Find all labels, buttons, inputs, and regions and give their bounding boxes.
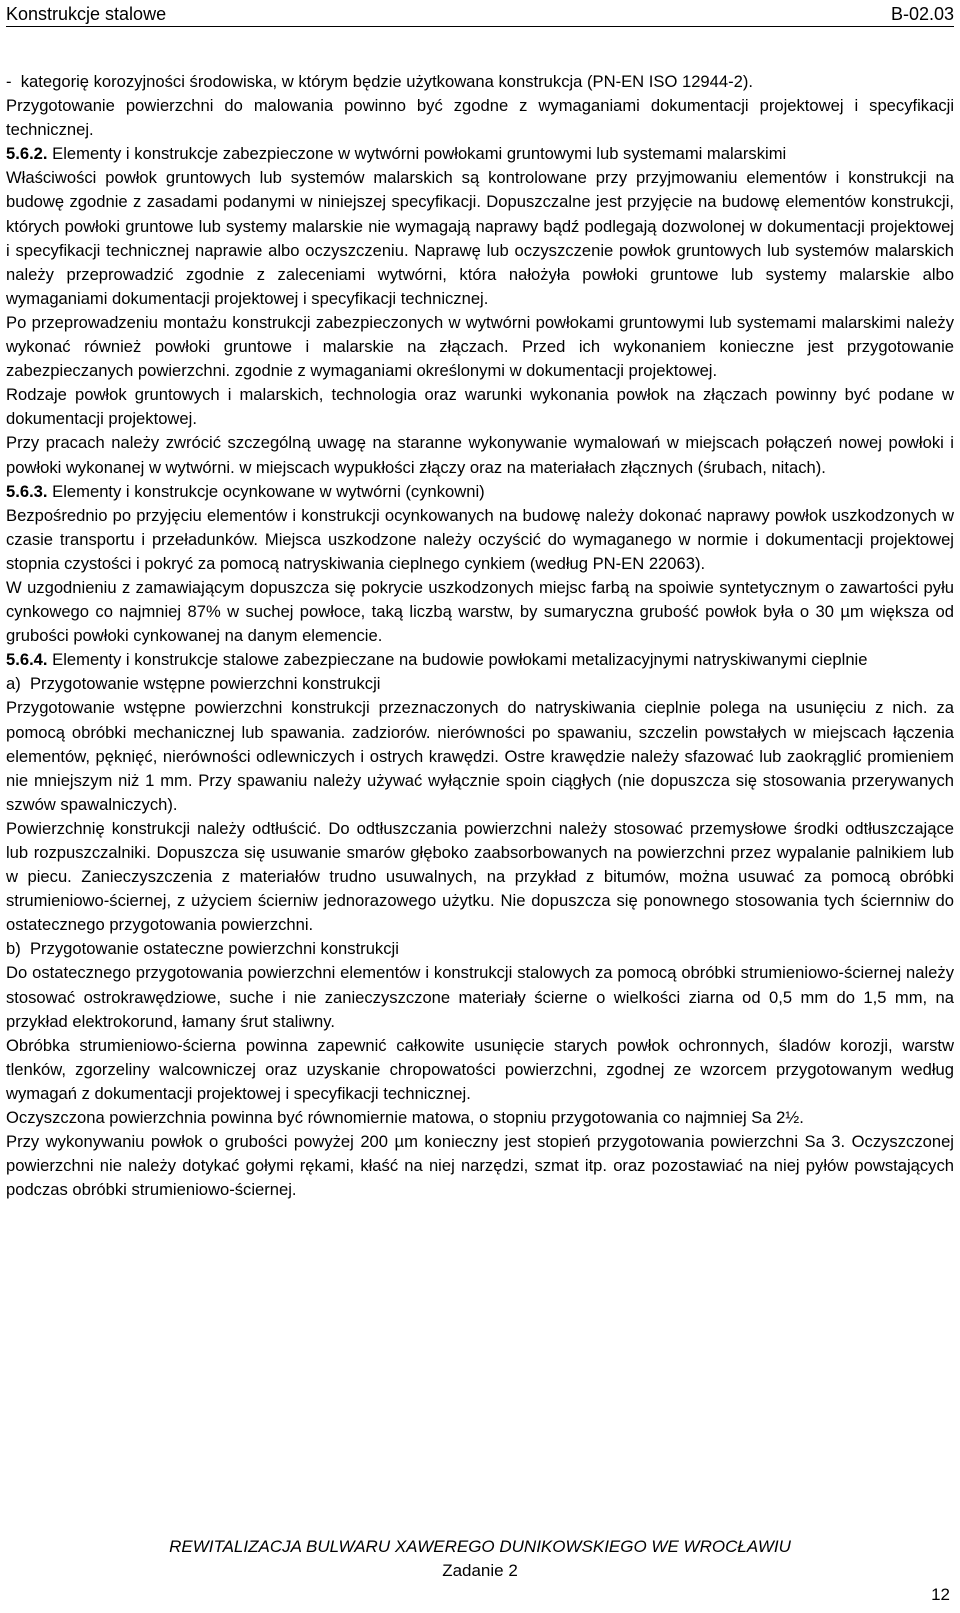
paragraph: Przygotowanie wstępne powierzchni konstrukcji przeznaczonych do natryskiwania cieplnie polega na usunięciu z nich. za pomocą obróbki mechanicznej lub spawania. zadziorów. nierówności po spawaniu, szczelin powstałych w miejscach łączenia elementów, pęknięć, nierówności odlewniczych i ostrych krawędzi. Ostre krawędzie należy sfazować lub zaokrąglić promieniem nie mniejszym niż 1 mm. Przy spawaniu należy używać wyłącznie spoin ciągłych (nie dopuszcza się stosowania przerywanych szwów spawalniczych). bbox=[6, 698, 954, 814]
paragraph: Przygotowanie powierzchni do malowania powinno być zgodne z wymaganiami dokumentacji projektowej i specyfikacji technicznej. bbox=[6, 96, 954, 140]
section-title: Elementy i konstrukcje ocynkowane w wytwórni (cynkowni) bbox=[52, 481, 485, 501]
section-title: Elementy i konstrukcje stalowe zabezpieczane na budowie powłokami metalizacyjnymi natryskiwanymi cieplnie bbox=[52, 650, 868, 670]
page-number: 12 bbox=[931, 1585, 950, 1604]
paragraph: Oczyszczona powierzchnia powinna być równomiernie matowa, o stopniu przygotowania co najmniej Sa 2½. bbox=[6, 1108, 804, 1128]
paragraph: Rodzaje powłok gruntowych i malarskich, technologia oraz warunki wykonania powłok na złączach powinny być podane w dokumentacji projektowej. bbox=[6, 385, 954, 429]
section-number: 5.6.2. bbox=[6, 144, 48, 164]
section-number: 5.6.4. bbox=[6, 650, 48, 670]
subheading-b: b) Przygotowanie ostateczne powierzchni konstrukcji bbox=[6, 939, 399, 959]
section-heading-563 bbox=[6, 480, 954, 504]
page-header bbox=[6, 2, 954, 27]
paragraph: W uzgodnieniu z zamawiającym dopuszcza się pokrycie uszkodzonych miejsc farbą na spoiwie syntetycznym o zawartości pyłu cynkowego co najmniej 87% w suchej powłoce, taką liczbą warstw, by sumaryczna grubość powłok była o 30 µm większa od grubości powłoki cynkowanej na danym elemencie. bbox=[6, 577, 954, 646]
paragraph: Przy pracach należy zwrócić szczególną uwagę na staranne wykonywanie wymalowań w miejscach połączeń nowej powłoki i powłoki wykonanej w wytwórni. w miejscach wypukłości złączy oraz na materiałach złącznych (śrubach, nitach). bbox=[6, 433, 954, 477]
section-number: 5.6.3. bbox=[6, 481, 48, 501]
section-heading-562 bbox=[6, 142, 954, 166]
paragraph: Do ostatecznego przygotowania powierzchni elementów i konstrukcji stalowych za pomocą obróbki strumieniowo-ściernej należy stosować ostrokrawędziowe, suche i nie zanieczyszczone materiały ścierne o wielkości ziarna od 0,5 mm do 1,5 mm, na przykład elektrokorund, łamany śrut staliwny. bbox=[6, 963, 954, 1031]
paragraph: Bezpośrednio po przyjęciu elementów i konstrukcji ocynkowanych na budowę należy dokonać naprawy powłok uszkodzonych w czasie transportu i przeładunków. Miejsca uszkodzone należy oczyścić do wymaganego w normie i dokumentacji projektowej stopnia czystości i pokryć za pomocą natryskiwania cieplnego cynkiem (według PN-EN 22063). bbox=[6, 505, 954, 573]
subheading-a: a) Przygotowanie wstępne powierzchni konstrukcji bbox=[6, 674, 381, 694]
list-item: - kategorię korozyjności środowiska, w którym będzie użytkowana konstrukcja (PN-EN ISO 12944-2). bbox=[6, 72, 754, 91]
footer-task: Zadanie 2 bbox=[442, 1561, 518, 1580]
section-heading-564 bbox=[6, 648, 954, 672]
section-title: Elementy i konstrukcje zabezpieczone w wytwórni powłokami gruntowymi lub systemami malarskimi bbox=[52, 144, 787, 164]
document-body bbox=[6, 70, 954, 1202]
paragraph: Przy wykonywaniu powłok o grubości powyżej 200 µm konieczny jest stopień przygotowania powierzchni Sa 3. Oczyszczonej powierzchni nie należy dotykać gołymi rękami, kłaść na niej narzędzi, szmat itp. oraz pozostawiać na niej pyłów powstających podczas obróbki strumieniowo-ściernej. bbox=[6, 1132, 954, 1200]
paragraph: Właściwości powłok gruntowych lub systemów malarskich są kontrolowane przy przyjmowaniu elementów i konstrukcji na budowę zgodnie z zasadami podanymi w niniejszej specyfikacji. Dopuszczalne jest przyjęcie na budowę elementów konstrukcji, których powłoki gruntowe lub systemy malarskie nie wymagają naprawy bądź podlegają dozwolonej w dokumentacji projektowej i specyfikacji technicznej naprawie albo oczyszczeniu. Naprawę lub oczyszczenie powłok gruntowych lub systemów malarskich należy przeprowadzić zgodnie z zaleceniami wytwórni, która nałożyła powłoki gruntowe lub systemy malarskie albo wymaganiami dokumentacji projektowej i specyfikacji technicznej. bbox=[6, 168, 954, 308]
page-footer bbox=[0, 1535, 960, 1583]
paragraph: Po przeprowadzeniu montażu konstrukcji zabezpieczonych w wytwórni powłokami gruntowymi lub systemami malarskimi należy wykonać również powłoki gruntowe i malarskie na złączach. Przed ich wykonaniem konieczne jest przygotowanie zabezpieczanych powierzchni. zgodnie z wymaganiami określonymi w dokumentacji projektowej. bbox=[6, 312, 954, 381]
header-code: B-02.03 bbox=[890, 4, 954, 24]
paragraph: Powierzchnię konstrukcji należy odtłuścić. Do odtłuszczania powierzchni należy stosować przemysłowe środki odtłuszczające lub rozpuszczalniki. Dopuszcza się usuwanie smarów głęboko zaabsorbowanych na powierzchni przez wypalanie palnikiem lub w piecu. Zanieczyszczenia z materiałów trudno usuwalnych, na przykład z bitumów, można usuwać za pomocą obróbki strumieniowo-ściernej, z użyciem ścierniw jednorazowego użytku. Nie dopuszcza się ponownego stosowania tych ściernniw do ostatecznego przygotowania powierzchni. bbox=[6, 818, 954, 935]
footer-project-title: REWITALIZACJA BULWARU XAWEREGO DUNIKOWSKIEGO WE WROCŁAWIU bbox=[169, 1537, 791, 1556]
header-title: Konstrukcje stalowe bbox=[6, 4, 167, 24]
paragraph: Obróbka strumieniowo-ścierna powinna zapewnić całkowite usunięcie starych powłok ochronnych, śladów korozji, warstw tlenków, zgorzeliny walcowniczej oraz uzyskanie chropowatości powierzchni, zgodnej ze wzorcem przygotowanym według wymagań z dokumentacji projektowej i specyfikacji technicznej. bbox=[6, 1035, 954, 1103]
